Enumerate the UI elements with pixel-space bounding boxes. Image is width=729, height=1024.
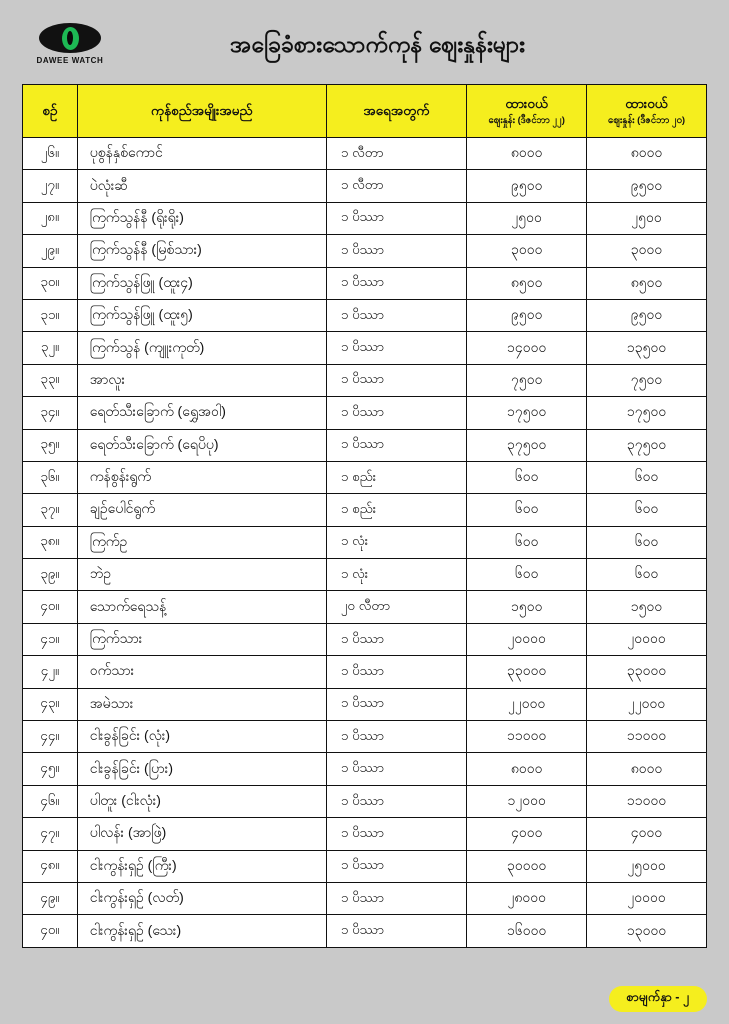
eye-icon — [39, 23, 101, 53]
cell-item: ပဲလုံးဆီ — [77, 170, 326, 202]
cell-price-2: ၆၀၀ — [587, 526, 707, 558]
cell-price-1: ၁၁၀၀၀ — [467, 721, 587, 753]
column-header-item-label: ကုန်စည်အမျိုးအမည် — [150, 103, 253, 119]
cell-no: ၃၄။ — [23, 397, 78, 429]
cell-quantity: ၁ လီတာ — [326, 170, 467, 202]
cell-item: ပုစွန်နှစ်ကောင် — [77, 138, 326, 170]
cell-price-1: ၁၄၀၀၀ — [467, 332, 587, 364]
cell-no: ၃၂။ — [23, 332, 78, 364]
cell-price-2: ၁၁၀၀၀ — [587, 785, 707, 817]
cell-item: အာလူး — [77, 364, 326, 396]
cell-quantity: ၁ ပိဿာ — [326, 721, 467, 753]
cell-price-1: ၈၅၀၀ — [467, 267, 587, 299]
cell-price-1: ၁၅၀၀ — [467, 591, 587, 623]
cell-price-1: ၈၀၀၀ — [467, 753, 587, 785]
cell-price-1: ၆၀၀ — [467, 494, 587, 526]
cell-price-1: ၈၀၀၀ — [467, 138, 587, 170]
cell-price-1: ၂၈၀၀၀ — [467, 882, 587, 914]
cell-no: ၃၇။ — [23, 494, 78, 526]
table-row — [23, 818, 707, 850]
cell-item: ပါလန်း (အာဖြဲ) — [77, 818, 326, 850]
table-row — [23, 170, 707, 202]
price-table — [22, 84, 707, 948]
table-row — [23, 494, 707, 526]
cell-quantity: ၁ ပိဿာ — [326, 623, 467, 655]
cell-price-1: ၆၀၀ — [467, 559, 587, 591]
cell-price-2: ၆၀၀ — [587, 494, 707, 526]
cell-item: ကြက်သား — [77, 623, 326, 655]
cell-price-1: ၁၆၀၀၀ — [467, 915, 587, 947]
column-header-price-2 — [587, 85, 707, 138]
cell-price-1: ၉၅၀၀ — [467, 299, 587, 331]
cell-price-2: ၆၀၀ — [587, 559, 707, 591]
cell-item: ကြက်သွန်နီ (မြစ်သား) — [77, 235, 326, 267]
cell-price-1: ၆၀၀ — [467, 526, 587, 558]
cell-no: ၄၆။ — [23, 785, 78, 817]
column-header-price-1-label: ထားဝယ် — [505, 96, 549, 112]
cell-no: ၄၁။ — [23, 623, 78, 655]
table-row — [23, 591, 707, 623]
table-row — [23, 850, 707, 882]
cell-quantity: ၁ ပိဿာ — [326, 397, 467, 429]
cell-quantity: ၁ ပိဿာ — [326, 202, 467, 234]
table-row — [23, 688, 707, 720]
cell-price-1: ၂၅၀၀ — [467, 202, 587, 234]
cell-no: ၄၈။ — [23, 850, 78, 882]
cell-price-2: ၁၁၀၀၀ — [587, 721, 707, 753]
cell-price-1: ၆၀၀ — [467, 461, 587, 493]
table-row — [23, 656, 707, 688]
table-row — [23, 397, 707, 429]
page-title: အခြေခံစားသောက်ကုန် ဈေးနှုန်းများ — [230, 30, 525, 57]
cell-no: ၂၈။ — [23, 202, 78, 234]
column-header-price-2-label: ထားဝယ် — [625, 96, 668, 112]
cell-price-1: ၄၀၀၀ — [467, 818, 587, 850]
cell-price-1: ၇၅၀၀ — [467, 364, 587, 396]
cell-quantity: ၁ စည်း — [326, 494, 467, 526]
column-header-price-1 — [467, 85, 587, 138]
cell-price-2: ၃၃၀၀၀ — [587, 656, 707, 688]
cell-no: ၃၅။ — [23, 429, 78, 461]
cell-no: ၄၅။ — [23, 753, 78, 785]
cell-price-2: ၇၅၀၀ — [587, 364, 707, 396]
table-header-row — [23, 85, 707, 138]
cell-no: ၃၀။ — [23, 267, 78, 299]
table-row — [23, 721, 707, 753]
cell-item: ရေတ်သီးခြောက် (ရွှေအဝါ) — [77, 397, 326, 429]
cell-price-1: ၃၃၀၀၀ — [467, 656, 587, 688]
cell-item: ဝက်သား — [77, 656, 326, 688]
table-row — [23, 559, 707, 591]
cell-item: အမဲသား — [77, 688, 326, 720]
cell-price-2: ၃၀၀၀ — [587, 235, 707, 267]
table-row — [23, 267, 707, 299]
cell-price-1: ၂၀၀၀၀ — [467, 623, 587, 655]
cell-quantity: ၁ ပိဿာ — [326, 235, 467, 267]
cell-price-2: ၄၀၀၀ — [587, 818, 707, 850]
cell-quantity: ၁ လုံး — [326, 526, 467, 558]
table-row — [23, 202, 707, 234]
cell-quantity: ၁ ပိဿာ — [326, 299, 467, 331]
table-row — [23, 364, 707, 396]
cell-item: ကြက်သွန်ဖြူ (ထူး၄) — [77, 267, 326, 299]
table-row — [23, 461, 707, 493]
cell-item: ရေတ်သီးခြောက် (ရေပိပု) — [77, 429, 326, 461]
cell-quantity: ၁ ပိဿာ — [326, 688, 467, 720]
cell-quantity: ၁ ပိဿာ — [326, 364, 467, 396]
cell-item: ငါးခွန်ခြင်း (ပြား) — [77, 753, 326, 785]
cell-price-1: ၁၇၅၀၀ — [467, 397, 587, 429]
table-row — [23, 882, 707, 914]
cell-quantity: ၁ ပိဿာ — [326, 429, 467, 461]
cell-item: ငါးခွန်ခြင်း (လုံး) — [77, 721, 326, 753]
cell-no: ၄၉။ — [23, 882, 78, 914]
cell-no: ၄၄။ — [23, 721, 78, 753]
cell-price-2: ၁၃၅၀၀ — [587, 332, 707, 364]
cell-quantity: ၁ စည်း — [326, 461, 467, 493]
cell-quantity: ၁ ပိဿာ — [326, 785, 467, 817]
cell-no: ၂၆။ — [23, 138, 78, 170]
page-header — [22, 14, 707, 74]
cell-quantity: ၁ ပိဿာ — [326, 753, 467, 785]
cell-no: ၂၇။ — [23, 170, 78, 202]
cell-price-1: ၃၀၀၀ — [467, 235, 587, 267]
cell-quantity: ၁ ပိဿာ — [326, 267, 467, 299]
cell-price-1: ၂၂၀၀၀ — [467, 688, 587, 720]
cell-item: ပါတူး (ငါးလုံး) — [77, 785, 326, 817]
column-header-no-label: စဉ် — [42, 103, 58, 119]
cell-no: ၂၉။ — [23, 235, 78, 267]
cell-price-2: ၂၀၀၀၀ — [587, 623, 707, 655]
cell-price-2: ၂၂၀၀၀ — [587, 688, 707, 720]
cell-price-2: ၁၅၀၀ — [587, 591, 707, 623]
cell-price-2: ၂၅၀၀ — [587, 202, 707, 234]
column-header-price-1-sub: ဈေးနှုန်း (ဒီဇင်ဘာ ၂၂) — [488, 114, 565, 126]
column-header-price-2-sub: ဈေးနှုန်း (ဒီဇင်ဘာ ၂၀) — [608, 114, 686, 126]
cell-quantity: ၁ ပိဿာ — [326, 850, 467, 882]
cell-quantity: ၁ ပိဿာ — [326, 656, 467, 688]
cell-quantity: ၁ ပိဿာ — [326, 818, 467, 850]
cell-item: ကြက်သွန်နီ (ရိုးရိုး) — [77, 202, 326, 234]
cell-price-2: ၃၇၅၀၀ — [587, 429, 707, 461]
cell-price-2: ၉၅၀၀ — [587, 299, 707, 331]
cell-price-2: ၈၅၀၀ — [587, 267, 707, 299]
cell-price-2: ၈၀၀၀ — [587, 138, 707, 170]
cell-item: ကြက်ဥ — [77, 526, 326, 558]
cell-no: ၃၃။ — [23, 364, 78, 396]
cell-price-2: ၉၅၀၀ — [587, 170, 707, 202]
column-header-quantity — [326, 85, 467, 138]
cell-quantity: ၁ လီတာ — [326, 138, 467, 170]
table-row — [23, 753, 707, 785]
cell-quantity: ၂၀ လီတာ — [326, 591, 467, 623]
cell-price-2: ၁၇၅၀၀ — [587, 397, 707, 429]
cell-price-1: ၃၀၀၀၀ — [467, 850, 587, 882]
cell-item: ကြက်သွန်ဖြူ (ထူး၅) — [77, 299, 326, 331]
column-header-no — [23, 85, 78, 138]
cell-quantity: ၁ ပိဿာ — [326, 332, 467, 364]
cell-price-1: ၃၇၅၀၀ — [467, 429, 587, 461]
cell-price-1: ၉၅၀၀ — [467, 170, 587, 202]
cell-item: ငါးကွန်းရှဉ် (လတ်) — [77, 882, 326, 914]
cell-price-2: ၈၀၀၀ — [587, 753, 707, 785]
cell-price-2: ၁၃၀၀၀ — [587, 915, 707, 947]
cell-item: ကန်စွန်းရွက် — [77, 461, 326, 493]
table-body — [23, 138, 707, 948]
table-row — [23, 785, 707, 817]
cell-no: ၄၇။ — [23, 818, 78, 850]
table-row — [23, 332, 707, 364]
cell-item: ငါးကွန်းရှဉ် (ကြီး) — [77, 850, 326, 882]
table-row — [23, 429, 707, 461]
brand-logo — [22, 23, 118, 65]
brand-name: DAWEE WATCH — [36, 56, 104, 65]
table-header — [23, 85, 707, 138]
cell-no: ၃၈။ — [23, 526, 78, 558]
cell-item: ငါးကွန်းရှဉ် (သေး) — [77, 915, 326, 947]
table-row — [23, 915, 707, 947]
cell-quantity: ၁ ပိဿာ — [326, 915, 467, 947]
cell-no: ၄၂။ — [23, 656, 78, 688]
table-row — [23, 623, 707, 655]
cell-no: ၃၉။ — [23, 559, 78, 591]
table-row — [23, 138, 707, 170]
table-row — [23, 235, 707, 267]
cell-no: ၄၀။ — [23, 591, 78, 623]
cell-price-1: ၁၂၀၀၀ — [467, 785, 587, 817]
page-number-badge: စာမျက်နှာ - ၂ — [609, 986, 707, 1012]
cell-item: ကြက်သွန် (ကျူးကုတ်) — [77, 332, 326, 364]
cell-no: ၃၆။ — [23, 461, 78, 493]
cell-price-2: ၆၀၀ — [587, 461, 707, 493]
cell-no: ၄၀။ — [23, 915, 78, 947]
cell-item: ချဉ်ပေါင်ရွက် — [77, 494, 326, 526]
cell-price-2: ၂၀၀၀၀ — [587, 882, 707, 914]
cell-item: ဘဲဥ — [77, 559, 326, 591]
cell-quantity: ၁ ပိဿာ — [326, 882, 467, 914]
cell-no: ၄၃။ — [23, 688, 78, 720]
column-header-item — [77, 85, 326, 138]
cell-item: သောက်ရေသန့် — [77, 591, 326, 623]
cell-quantity: ၁ လုံး — [326, 559, 467, 591]
table-row — [23, 299, 707, 331]
table-row — [23, 526, 707, 558]
cell-no: ၃၁။ — [23, 299, 78, 331]
column-header-quantity-label: အရေအတွက် — [363, 103, 430, 119]
page-footer — [609, 986, 707, 1012]
cell-price-2: ၂၅၀၀၀ — [587, 850, 707, 882]
